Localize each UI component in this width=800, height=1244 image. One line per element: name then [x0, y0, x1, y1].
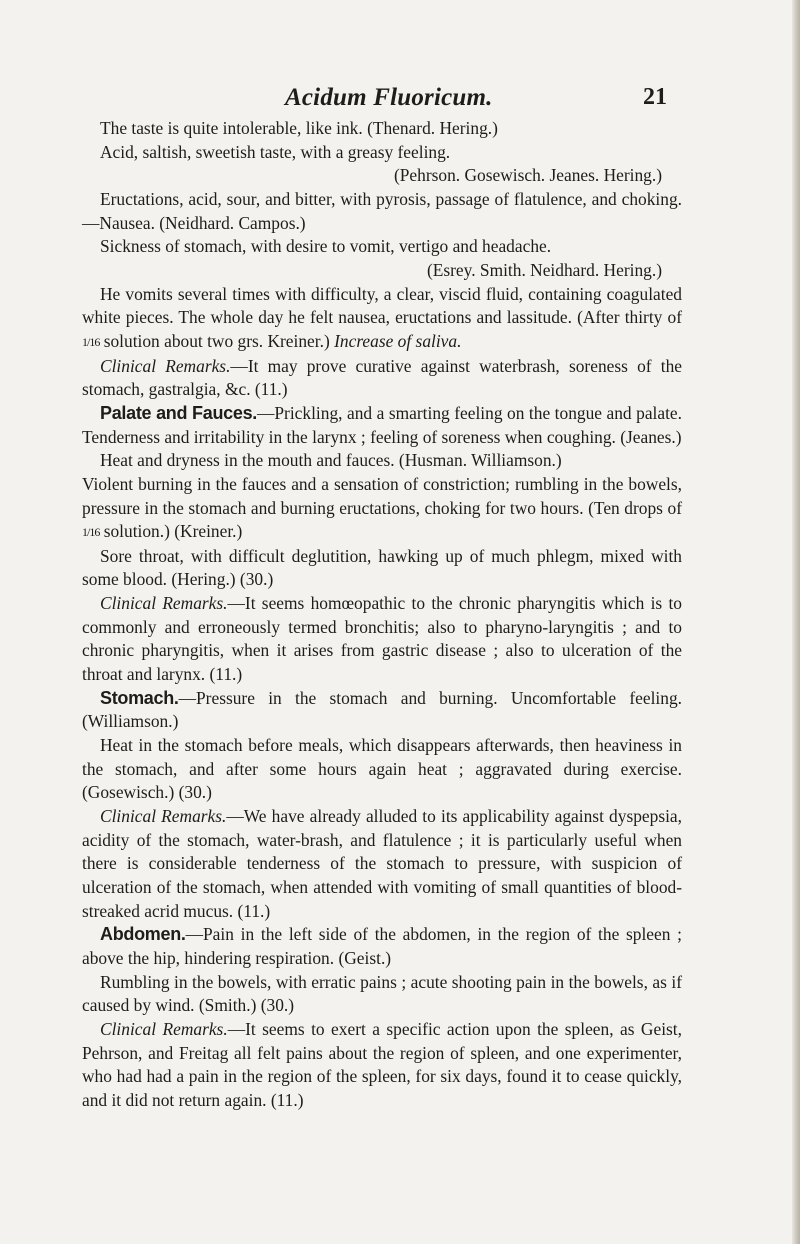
paragraph	[82, 545, 682, 592]
paragraph	[82, 141, 682, 165]
paragraph	[82, 449, 682, 473]
italic-text: Increase of saliva.	[334, 330, 462, 351]
section-heading: Abdomen.	[100, 924, 186, 945]
page-edge	[792, 0, 800, 1244]
clinical-remarks	[82, 355, 682, 402]
fraction: 1/16	[82, 525, 100, 540]
paragraph	[82, 734, 682, 805]
section-palate	[82, 402, 682, 449]
page-body	[82, 117, 682, 1113]
paragraph-text: Rumbling in the bowels, with erratic pains ; acute shooting pain in the bowels, as if caused by wind. (Smith.) (30.)	[82, 971, 682, 1016]
section-abdomen	[82, 923, 682, 970]
running-head	[0, 84, 800, 114]
clinical-remarks	[82, 805, 682, 923]
clinical-remarks	[82, 592, 682, 687]
paragraph-text: Acid, saltish, sweetish taste, with a greasy feeling.	[100, 141, 451, 162]
clinical-remarks-label: Clinical Remarks.	[100, 355, 231, 376]
section-heading: Palate and Fauces.	[100, 402, 257, 423]
paragraph-text: Sickness of stomach, with desire to vomit, vertigo and headache.	[100, 236, 552, 257]
running-title: Acidum Fluoricum.	[285, 84, 493, 111]
paragraph-text: —Pain in the left side of the abdomen, in the region of the spleen ; above the hip, hindering respiration. (Geist.)	[82, 924, 682, 968]
clinical-remarks-label: Clinical Remarks.	[100, 593, 228, 614]
paragraph	[82, 117, 682, 141]
section-stomach	[82, 687, 682, 734]
paragraph-text: solution about two grs. Kreiner.)	[103, 330, 330, 351]
source-line: (Pehrson. Gosewisch. Jeanes. Hering.)	[393, 165, 662, 186]
paragraph-text: He vomits several times with difficulty, a clear, viscid fluid, containing coagulated white pieces. The whole day he felt nausea, eructations and lassitude. (After thirty of	[82, 283, 682, 328]
paragraph-text: Violent burning in the fauces and a sensation of constriction; rumbling in the bowels, pressure in the stomach and burning eructations, choking for two hours. (Ten drops of	[82, 473, 682, 518]
paragraph-text: Heat and dryness in the mouth and fauces. (Husman. Williamson.)	[100, 450, 562, 471]
paragraph	[82, 473, 682, 545]
clinical-remarks-text: —It may prove curative against waterbrash, soreness of the stomach, gastralgia, &c. (11.)	[82, 355, 682, 400]
paragraph-text: —Pressure in the stomach and burning. Uncomfortable feeling. (Williamson.)	[82, 687, 682, 732]
paragraph-text: Eructations, acid, sour, and bitter, with pyrosis, passage of flatulence, and choking.—Nausea. (Neidhard. Campos.)	[82, 188, 682, 233]
page-number: 21	[643, 84, 667, 110]
paragraph-text: —Prickling, and a smarting feeling on the tongue and palate. Tenderness and irritability in the larynx ; feeling of soreness when coughing. (Jeanes.)	[82, 402, 682, 447]
paragraph	[82, 283, 682, 355]
clinical-remarks-label: Clinical Remarks.	[100, 1018, 228, 1039]
paragraph-text: Heat in the stomach before meals, which disappears afterwards, then heaviness in the stomach, and after some hours again heat ; aggravated during exercise. (Gosewisch.) (30.)	[82, 735, 682, 803]
paragraph	[82, 971, 682, 1018]
clinical-remarks-text: —We have already alluded to its applicability against dyspepsia, acidity of the stomach, water-brash, and flatulence ; it is particularly useful when there is considerable tenderness of the stomach to pressure, with suspicion of ulceration of the stomach, when attended with vomiting of small quantities of blood-streaked acrid mucus. (11.)	[82, 806, 682, 921]
clinical-remarks	[82, 1018, 682, 1113]
fraction: 1/16	[82, 334, 100, 349]
clinical-remarks-label: Clinical Remarks.	[100, 806, 227, 827]
clinical-remarks-text: —It seems homœopathic to the chronic pharyngitis which is to commonly and erroneously termed bronchitis; also to pharyno-laryngitis ; and to chronic pharyngitis, when it arises from gastric disease ; also to ulceration of the throat and larynx. (11.)	[82, 593, 682, 685]
paragraph	[82, 235, 682, 259]
paragraph-text: Sore throat, with difficult deglutition, hawking up of much phlegm, mixed with some blood. (Hering.) (30.)	[82, 545, 682, 590]
section-heading: Stomach.	[100, 687, 179, 708]
paragraph-text: solution.) (Kreiner.)	[103, 521, 243, 542]
paragraph	[82, 188, 682, 235]
paragraph-text: The taste is quite intolerable, like ink. (Thenard. Hering.)	[100, 118, 498, 138]
source-line: (Esrey. Smith. Neidhard. Hering.)	[426, 259, 662, 280]
clinical-remarks-text: —It seems to exert a specific action upon the spleen, as Geist, Pehrson, and Freitag all felt pains about the region of spleen, and one experimenter, who had had a pain in the region of the spleen, for six days, found it to cease quickly, and it did not return again. (11.)	[82, 1018, 682, 1110]
